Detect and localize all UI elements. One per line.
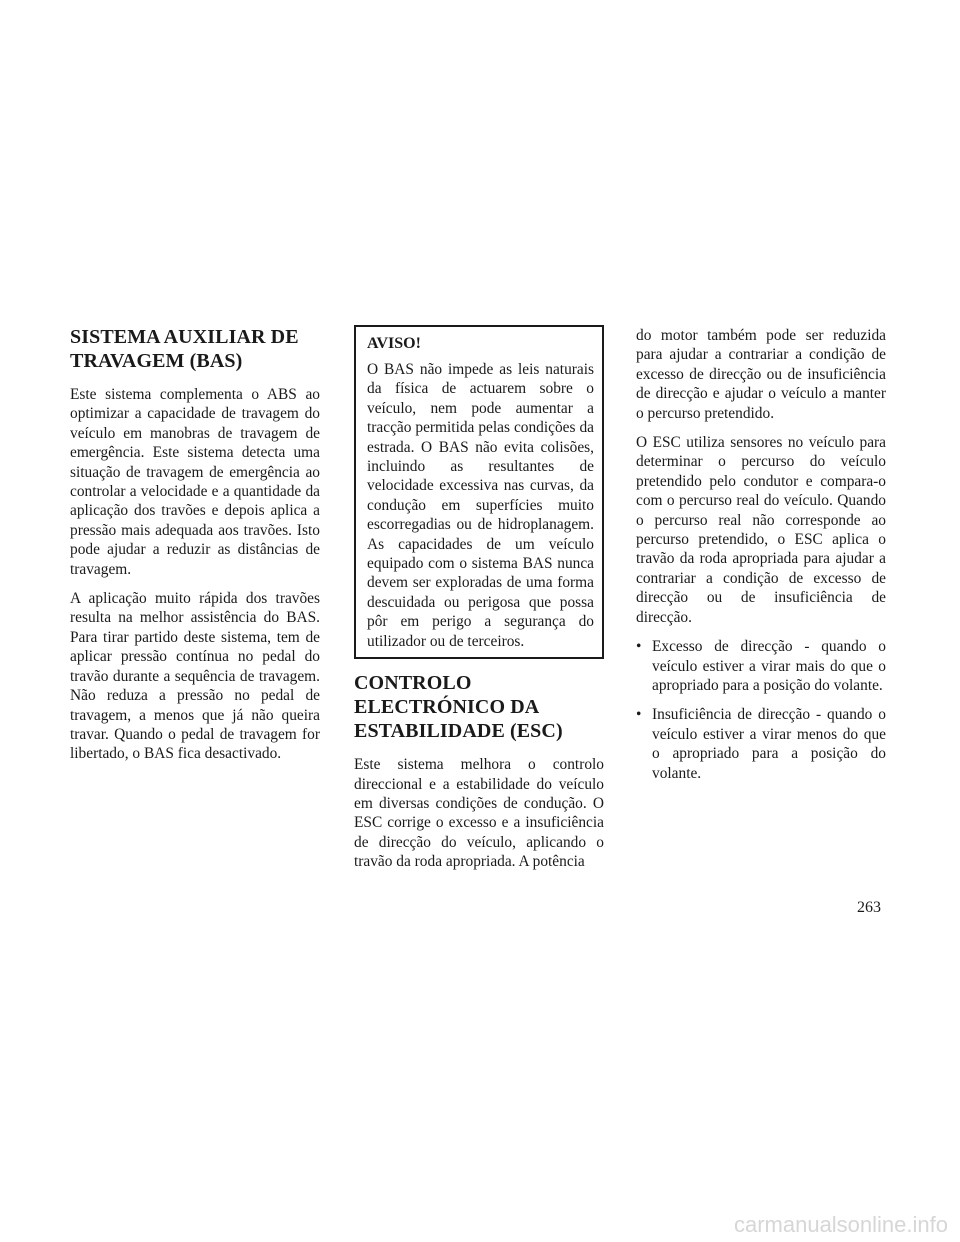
bullet-icon: •: [636, 706, 642, 724]
esc-bullet-list: [636, 637, 886, 783]
bullet-text-oversteer: Excesso de direcção - quando o veículo estiver a virar mais do que o apropriado para a posição do volante.: [652, 638, 886, 694]
warning-title: AVISO!: [367, 335, 421, 352]
watermark-text: carmanualsonline.info: [733, 1212, 948, 1237]
warning-box: [354, 325, 604, 659]
esc-paragraph-1-start: Este sistema melhora o controlo direccional e a estabilidade do veículo em diversas condições de condução. O ESC corrige o excesso e a insuficiência de direcção do veículo, aplicando o travão da roda apropriada. A potência: [354, 756, 604, 871]
bullet-text-understeer: Insuficiência de direcção - quando o veículo estiver a virar menos do que o apropriado para a posição do volante.: [652, 706, 886, 782]
bas-heading: SISTEMA AUXILIAR DE TRAVAGEM (BAS): [70, 326, 299, 372]
column-middle: [354, 325, 604, 882]
esc-paragraph-1-end: do motor também pode ser reduzida para ajudar a contrariar a condição de excesso de direcção ou de insuficiência de direcção e ajudar o veículo a manter o percurso pretendido.: [636, 327, 886, 422]
page-number: 263: [857, 899, 881, 916]
list-item: [636, 637, 886, 695]
bullet-icon: •: [636, 638, 642, 656]
list-item: [636, 705, 886, 783]
column-right: [636, 326, 886, 793]
bas-paragraph-1: Este sistema complementa o ABS ao optimizar a capacidade de travagem do veículo em manobras de travagem de emergência. Este sistema detecta uma situação de travagem de emergência ao controlar a velocidade e a quantidade da aplicação dos travões e depois aplica a pressão mais adequada aos travões. Isto pode ajudar a reduzir as distâncias de travagem.: [70, 386, 320, 578]
esc-heading: CONTROLO ELECTRÓNICO DA ESTABILIDADE (ESC): [354, 672, 563, 743]
warning-text: O BAS não impede as leis naturais da física de actuarem sobre o veículo, nem pode aumentar a tracção permitida pelas condições da estrada. O BAS não evita colisões, incluindo as resultantes de velocidade excessiva nas curvas, da condução em superfícies muito escorregadias ou de hidroplanagem. As capacidades de um veículo equipado com o sistema BAS nunca devem ser exploradas de uma forma descuidada ou perigosa que possa pôr em perigo a segurança do utilizador ou de terceiros.: [367, 361, 594, 650]
bas-paragraph-2: A aplicação muito rápida dos travões resulta na melhor assistência do BAS. Para tirar partido deste sistema, tem de aplicar pressão contínua no pedal do travão durante a sequência de travagem. Não reduza a pressão no pedal de travagem, a menos que já não queira travar. Quando o pedal de travagem for libertado, o BAS fica desactivado.: [70, 590, 320, 763]
esc-paragraph-2: O ESC utiliza sensores no veículo para determinar o percurso do veículo pretendido pelo condutor e compara-o com o percurso real do veículo. Quando o percurso real não corresponde ao percurso pretendido, o ESC aplica o travão da roda apropriada para ajudar a contrariar a condição de excesso de direcção ou de insuficiência de direcção.: [636, 434, 886, 626]
column-left: [70, 325, 320, 774]
